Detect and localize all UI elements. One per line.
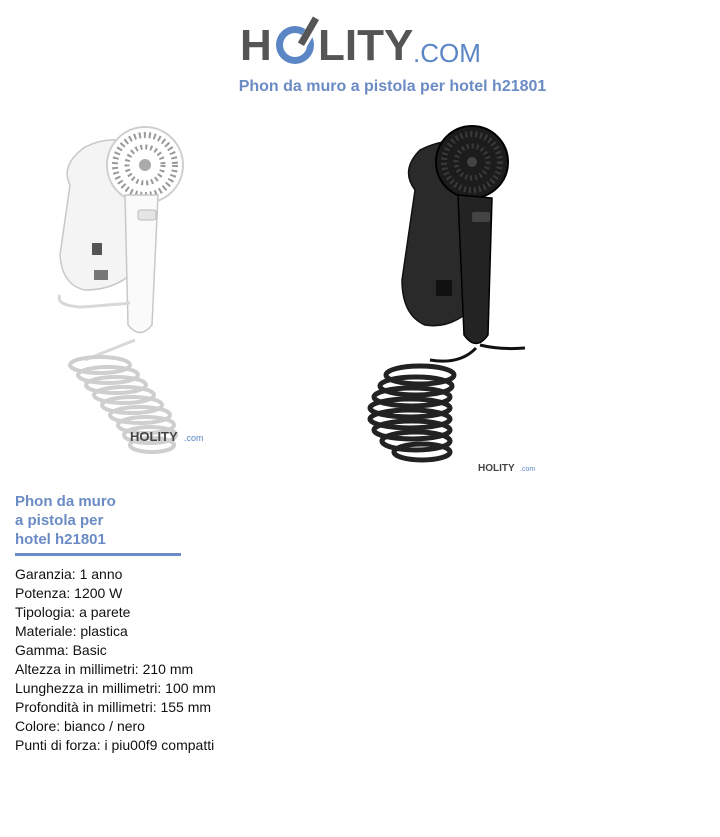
svg-text:HOLITY: HOLITY — [478, 463, 515, 474]
product-specs-list — [15, 565, 216, 755]
product-title-line: hotel h21801 — [15, 531, 106, 548]
page-subtitle: Phon da muro a pistola per hotel h21801 — [238, 78, 547, 95]
image-watermark-logo — [130, 429, 204, 444]
image-watermark-logo — [478, 463, 535, 474]
logo-o-mark — [276, 17, 321, 64]
white-hair-dryer-image — [40, 125, 240, 465]
spec-item: Colore: bianco / nero — [15, 718, 145, 734]
spec-item: Materiale: plastica — [15, 623, 128, 639]
site-logo[interactable] — [0, 10, 720, 70]
title-underline — [15, 553, 181, 556]
spec-item: Gamma: Basic — [15, 642, 107, 658]
product-title-line: a pistola per — [15, 512, 104, 529]
spec-item: Profondità in millimetri: 155 mm — [15, 699, 212, 715]
product-title — [15, 492, 185, 549]
svg-text:HOLITY: HOLITY — [130, 429, 178, 444]
black-hair-dryer-image — [360, 120, 560, 480]
spec-item: Garanzia: 1 anno — [15, 566, 123, 582]
svg-text:.com: .com — [520, 466, 536, 473]
product-title-line: Phon da muro — [15, 493, 116, 510]
svg-text:.com: .com — [184, 433, 204, 443]
spec-item: Potenza: 1200 W — [15, 585, 123, 601]
spec-item: Punti di forza: i piu00f9 compatti — [15, 737, 215, 753]
svg-text:.COM: .COM — [413, 38, 481, 68]
svg-text:H: H — [240, 21, 272, 70]
spec-item: Lunghezza in millimetri: 100 mm — [15, 680, 216, 696]
spec-item: Altezza in millimetri: 210 mm — [15, 661, 194, 677]
spec-item: Tipologia: a parete — [15, 604, 131, 620]
svg-text:LITY: LITY — [318, 21, 414, 70]
